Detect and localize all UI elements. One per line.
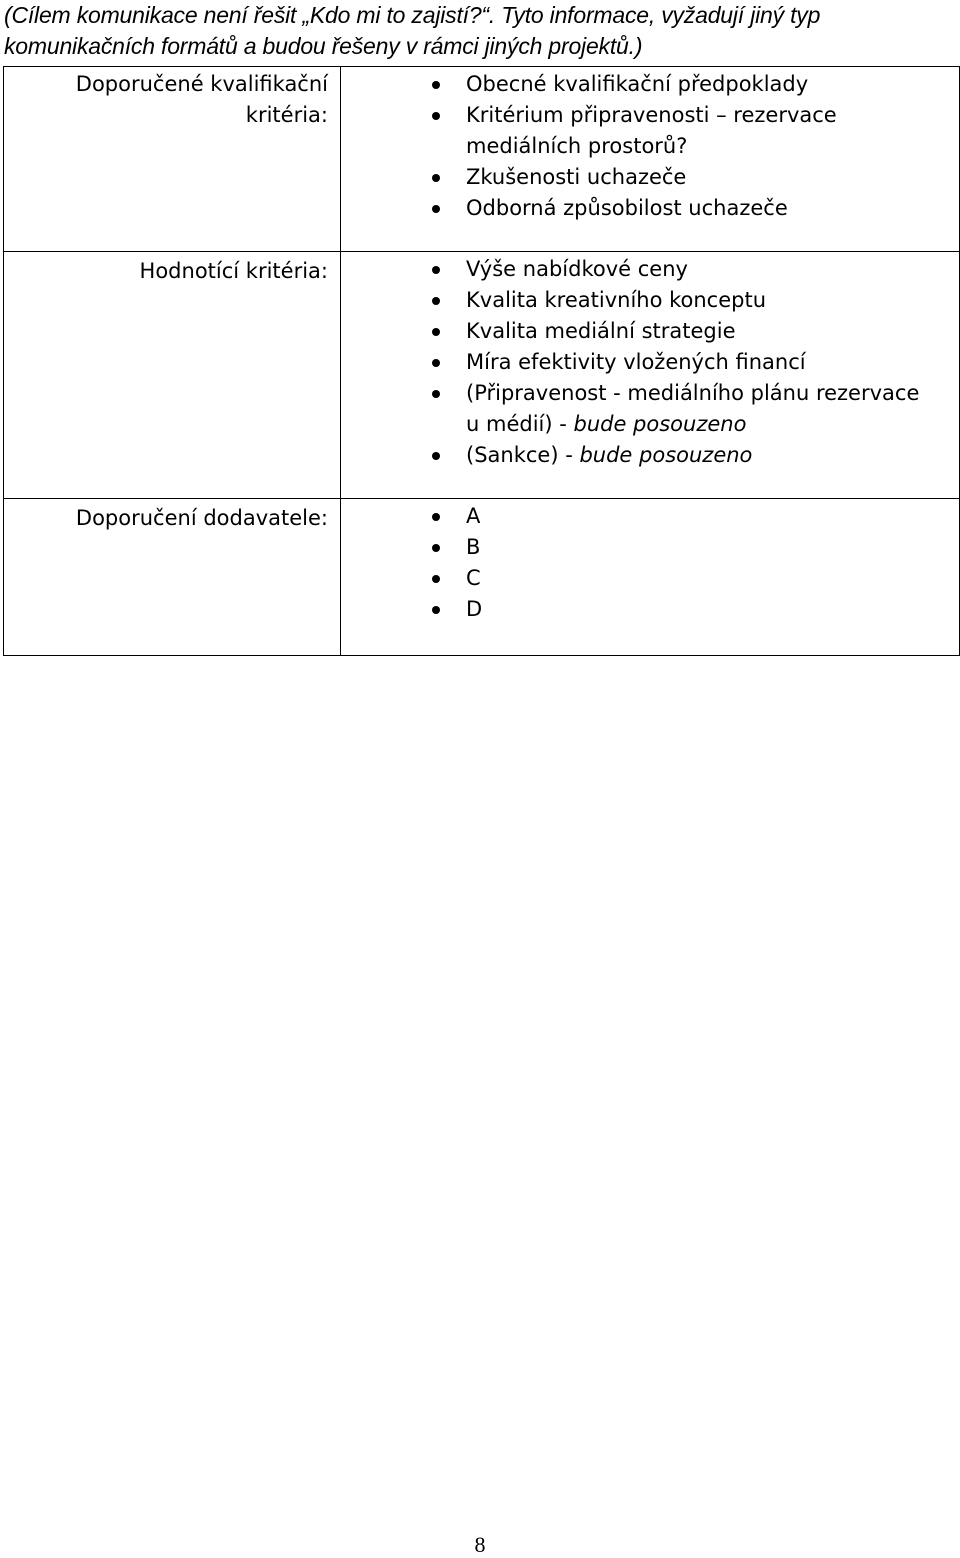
- evaluation-label: Hodnotící kritéria:: [139, 259, 328, 283]
- evaluation-row: [4, 252, 960, 499]
- list-item: Míra efektivity vložených financí: [341, 347, 959, 378]
- list-item: (Připravenost - mediálního plánu rezervace u médií) - bude posouzeno: [341, 378, 959, 440]
- list-item: Zkušenosti uchazeče: [341, 162, 959, 193]
- intro-line-1: (Cílem komunikace není řešit „Kdo mi to zajistí?“. Tyto informace, vyžadují jiný typ: [4, 2, 821, 28]
- evaluation-content-cell: [341, 252, 960, 499]
- qualification-row: [4, 67, 960, 252]
- evaluation-label-cell: [4, 252, 341, 499]
- list-item: B: [341, 532, 959, 563]
- list-item: (Sankce) - bude posouzeno: [341, 440, 959, 471]
- supplier-label: Doporučení dodavatele:: [75, 506, 328, 530]
- intro-line-2: komunikačních formátů a budou řešeny v rámci jiných projektů.): [4, 33, 643, 59]
- list-item: A: [341, 501, 959, 532]
- list-item: Odborná způsobilost uchazeče: [341, 193, 959, 224]
- supplier-row: [4, 499, 960, 656]
- list-item: Kvalita mediální strategie: [341, 316, 959, 347]
- intro-note: [4, 0, 954, 62]
- criteria-table: [3, 66, 960, 656]
- supplier-content-cell: [341, 499, 960, 656]
- qualification-list: [341, 69, 959, 224]
- list-item: Obecné kvalifikační předpoklady: [341, 69, 959, 100]
- qualification-content-cell: [341, 67, 960, 252]
- evaluation-list: [341, 254, 959, 471]
- qualification-label: [4, 67, 328, 131]
- list-item: C: [341, 563, 959, 594]
- list-item: Výše nabídkové ceny: [341, 254, 959, 285]
- qualification-label-cell: [4, 67, 341, 252]
- supplier-label-cell: [4, 499, 341, 656]
- qualification-label-line-2: kritéria:: [245, 103, 328, 127]
- page-number: 8: [474, 1532, 486, 1557]
- list-item: Kvalita kreativního konceptu: [341, 285, 959, 316]
- supplier-list: [341, 501, 959, 625]
- qualification-label-line-1: Doporučené kvalifikační: [75, 72, 328, 96]
- list-item: Kritérium připravenosti – rezervace mediálních prostorů?: [341, 100, 959, 162]
- list-item: D: [341, 594, 959, 625]
